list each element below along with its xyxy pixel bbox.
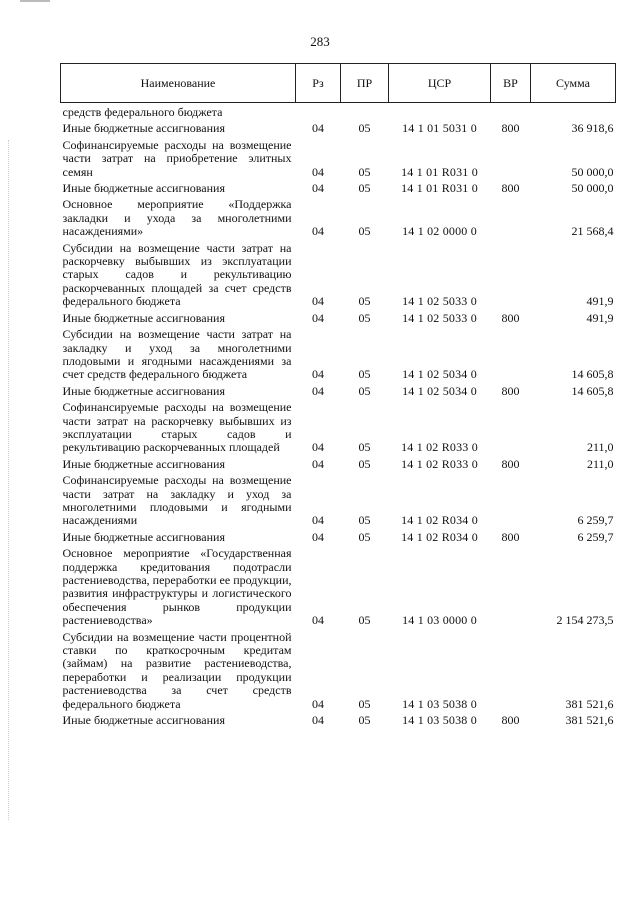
cell-vr: 800	[501, 383, 520, 398]
cell-sum: 381 521,6	[565, 713, 614, 728]
cell-name: Иные бюджетные ассигнования	[62, 383, 225, 398]
cell-csr: 14 1 01 R031 0	[401, 181, 478, 196]
cell-name: средств федерального бюджета	[62, 105, 223, 119]
cell-csr	[389, 103, 491, 120]
cell-rz: 04	[312, 383, 324, 398]
table-row	[61, 398, 616, 455]
cell-pr: 05	[358, 513, 371, 528]
cell-pr: 05	[358, 224, 371, 239]
cell-pr	[341, 103, 389, 120]
cell-rz: 04	[312, 121, 324, 136]
table-row	[61, 471, 616, 528]
cell-csr: 14 1 02 5033 0	[402, 294, 477, 309]
cell-csr: 14 1 02 5034 0	[402, 367, 477, 382]
cell-sum: 6 259,7	[577, 529, 614, 544]
cell-name: Иные бюджетные ассигнования	[62, 529, 225, 544]
table-row	[61, 528, 616, 544]
table-row	[61, 309, 616, 325]
cell-sum: 50 000,0	[571, 181, 614, 196]
table-row	[61, 544, 616, 627]
header-vr: ВР	[491, 64, 531, 103]
table-row	[61, 628, 616, 711]
cell-pr: 05	[358, 383, 371, 398]
cell-rz: 04	[312, 164, 324, 179]
cell-name: Софинансируемые расходы на возмещение части затрат на раскорчевку выбывших из эксплуатации старых садов и рекультивацию раскорчеванных площадей	[62, 400, 292, 455]
cell-pr: 05	[358, 367, 371, 382]
cell-sum: 50 000,0	[571, 164, 614, 179]
cell-sum: 211,0	[586, 456, 614, 471]
table-row	[61, 119, 616, 135]
table-row	[61, 239, 616, 309]
header-rz: Рз	[296, 64, 341, 103]
cell-sum: 2 154 273,5	[556, 613, 614, 628]
cell-csr: 14 1 03 5038 0	[402, 713, 477, 728]
table-body	[61, 103, 616, 728]
table-row	[61, 325, 616, 382]
scan-margin-dots	[8, 140, 10, 820]
cell-pr: 05	[358, 440, 371, 455]
cell-name: Иные бюджетные ассигнования	[62, 181, 225, 196]
cell-name: Иные бюджетные ассигнования	[62, 713, 225, 728]
header-name: Наименование	[61, 64, 296, 103]
table-row	[61, 103, 616, 120]
cell-rz: 04	[312, 613, 324, 628]
cell-vr	[491, 239, 531, 309]
cell-vr	[491, 544, 531, 627]
cell-vr: 800	[501, 181, 520, 196]
cell-vr	[491, 325, 531, 382]
cell-rz: 04	[312, 224, 324, 239]
cell-pr: 05	[358, 121, 371, 136]
cell-sum: 491,9	[586, 294, 614, 309]
cell-pr: 05	[358, 456, 371, 471]
cell-rz: 04	[312, 696, 324, 711]
table-row	[61, 195, 616, 238]
cell-rz: 04	[312, 310, 324, 325]
cell-name: Иные бюджетные ассигнования	[62, 456, 225, 471]
cell-rz: 04	[312, 367, 324, 382]
table-header	[61, 64, 616, 103]
cell-rz: 04	[312, 529, 324, 544]
cell-pr: 05	[358, 294, 371, 309]
cell-vr: 800	[501, 121, 520, 136]
cell-rz: 04	[312, 456, 324, 471]
cell-rz: 04	[312, 181, 324, 196]
cell-sum: 21 568,4	[571, 224, 614, 239]
cell-pr: 05	[358, 181, 371, 196]
header-sum: Сумма	[531, 64, 616, 103]
table-row	[61, 455, 616, 471]
cell-pr: 05	[358, 164, 371, 179]
cell-sum: 6 259,7	[577, 513, 614, 528]
cell-csr: 14 1 02 5034 0	[402, 383, 477, 398]
cell-csr: 14 1 02 R034 0	[401, 513, 478, 528]
cell-vr	[491, 103, 531, 120]
cell-csr: 14 1 01 R031 0	[401, 164, 478, 179]
page-number: 283	[310, 34, 330, 49]
cell-name: Иные бюджетные ассигнования	[62, 121, 225, 136]
cell-vr: 800	[501, 713, 520, 728]
cell-csr: 14 1 02 5033 0	[402, 310, 477, 325]
cell-pr: 05	[358, 696, 371, 711]
cell-csr: 14 1 02 R033 0	[401, 456, 478, 471]
cell-vr: 800	[501, 456, 520, 471]
cell-sum: 381 521,6	[565, 696, 614, 711]
cell-sum: 211,0	[586, 440, 614, 455]
cell-sum: 14 605,8	[571, 367, 614, 382]
cell-name: Софинансируемые расходы на возмещение части затрат на закладку и уход за многолетними плодовыми и ягодными насаждениями	[62, 473, 292, 528]
cell-pr: 05	[358, 529, 371, 544]
cell-csr: 14 1 01 5031 0	[402, 121, 477, 136]
cell-rz: 04	[312, 440, 324, 455]
cell-vr	[491, 628, 531, 711]
cell-name: Иные бюджетные ассигнования	[62, 310, 225, 325]
header-pr: ПР	[341, 64, 389, 103]
cell-rz: 04	[312, 294, 324, 309]
cell-pr: 05	[358, 713, 371, 728]
cell-rz	[296, 103, 341, 120]
cell-name: Основное мероприятие «Поддержка закладки и ухода за многолетними насаждениями»	[62, 197, 292, 239]
cell-name: Основное мероприятие «Государственная поддержка кредитования подотрасли растениеводства, переработки ее продукции, развития инфраструктуры и логистического обеспечения рынков продукции растениеводства»	[62, 546, 292, 628]
cell-csr: 14 1 03 5038 0	[402, 696, 477, 711]
cell-name: Субсидии на возмещение части затрат на закладку и уход за многолетними плодовыми и ягодными насаждениями за счет средств федерального бюджета	[62, 327, 292, 382]
header-csr: ЦСР	[389, 64, 491, 103]
table-row	[61, 382, 616, 398]
cell-vr	[491, 471, 531, 528]
table-row	[61, 179, 616, 195]
cell-sum	[531, 103, 616, 120]
cell-vr	[491, 195, 531, 238]
cell-csr: 14 1 02 0000 0	[402, 224, 477, 239]
cell-rz: 04	[312, 513, 324, 528]
budget-table	[60, 63, 616, 727]
cell-csr: 14 1 02 R033 0	[401, 440, 478, 455]
cell-vr: 800	[501, 310, 520, 325]
cell-vr	[491, 136, 531, 179]
cell-rz: 04	[312, 713, 324, 728]
cell-pr: 05	[358, 310, 371, 325]
cell-name: Софинансируемые расходы на возмещение части затрат на приобретение элитных семян	[62, 137, 292, 179]
cell-sum: 491,9	[586, 310, 614, 325]
table-row	[61, 711, 616, 727]
cell-sum: 14 605,8	[571, 383, 614, 398]
cell-sum: 36 918,6	[571, 121, 614, 136]
scan-edge-mark	[20, 0, 50, 2]
cell-name: Субсидии на возмещение части процентной ставки по краткосрочным кредитам (займам) на развитие растениеводства, переработки и реализации продукции растениеводства за счет средств федерального бюджета	[62, 629, 292, 711]
cell-pr: 05	[358, 613, 371, 628]
cell-name: Субсидии на возмещение части затрат на раскорчевку выбывших из эксплуатации старых садов и рекультивацию раскорчеванных площадей за счет средств федерального бюджета	[62, 240, 292, 309]
cell-vr	[491, 398, 531, 455]
budget-table-container	[60, 63, 615, 727]
cell-csr: 14 1 03 0000 0	[402, 613, 477, 628]
cell-vr: 800	[501, 529, 520, 544]
cell-csr: 14 1 02 R034 0	[401, 529, 478, 544]
table-row	[61, 136, 616, 179]
